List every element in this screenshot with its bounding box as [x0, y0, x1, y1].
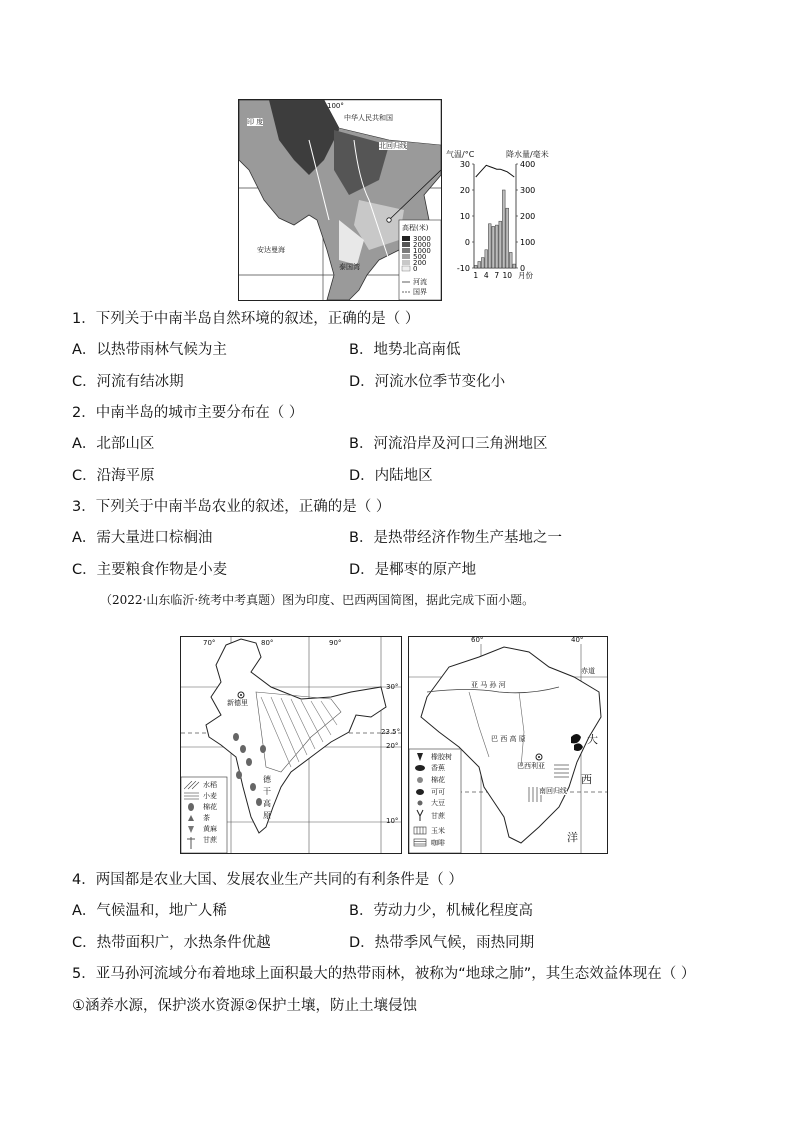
- question-4-option-b[interactable]: B．劳动力少，机械化程度高: [349, 903, 533, 919]
- lon-label: 100°: [327, 102, 344, 110]
- month-axis-label: 月份: [518, 271, 533, 280]
- lat-label: 20°: [386, 742, 399, 750]
- legend-item: 咖啡: [431, 839, 445, 847]
- tropic-label: 南回归线: [539, 787, 567, 795]
- legend-swatch: [402, 266, 410, 271]
- question-2-option-d[interactable]: D．内陆地区: [349, 468, 433, 484]
- climate-chart: [440, 148, 570, 298]
- cocoa-symbol: [416, 789, 424, 795]
- precip-bar: [506, 208, 509, 268]
- precip-bar: [485, 250, 488, 268]
- precip-bar: [513, 264, 516, 268]
- capital-marker-dot: [240, 694, 242, 696]
- month-tick-label: 10: [502, 271, 513, 280]
- section-intro: （2022·山东临沂·统考中考真题）图为印度、巴西两国简图，据此完成下面小题。: [100, 593, 535, 607]
- question-2-option-b[interactable]: B．河流沿岸及河口三角洲地区: [349, 436, 548, 452]
- question-3-option-b[interactable]: B．是热带经济作物生产基地之一: [349, 530, 562, 546]
- plateau-char: 原: [263, 811, 271, 820]
- legend-swatch: [402, 260, 410, 265]
- ocean-char: 西: [581, 773, 592, 786]
- temp-line: [476, 165, 515, 177]
- lat-label: 23.5°: [381, 728, 401, 736]
- precip-tick-label: 200: [520, 212, 536, 221]
- legend-border-label: 国界: [413, 288, 427, 296]
- precip-tick-label: 100: [520, 238, 536, 247]
- precip-bar: [509, 252, 512, 268]
- precip-bar: [478, 262, 481, 269]
- temp-tick-label: -10: [456, 264, 470, 273]
- legend-item: 小麦: [203, 792, 217, 800]
- precip-bar: [474, 265, 477, 268]
- precip-tick-label: 300: [520, 186, 536, 195]
- coffee-legend-symbol: [414, 839, 426, 846]
- legend-level: 200: [413, 259, 427, 267]
- cotton-symbol: [417, 777, 423, 783]
- rice-symbol: [184, 781, 199, 789]
- india-label: 印 度: [247, 118, 264, 126]
- legend-level: 2000: [413, 241, 431, 249]
- legend-level: 500: [413, 253, 427, 261]
- capital-label: 新德里: [227, 699, 248, 707]
- gulf-label: 泰国湾: [339, 263, 360, 271]
- legend-swatch: [402, 248, 410, 253]
- banana-symbol: [415, 765, 425, 771]
- legend-item: 玉米: [431, 827, 445, 835]
- temp-tick-label: 0: [464, 238, 470, 247]
- climate-chart-svg: [440, 148, 570, 298]
- precip-axis-label: 降水量/毫米: [506, 150, 549, 159]
- question-4-option-a[interactable]: A．气候温和，地广人稀: [72, 903, 227, 919]
- legend-level: 3000: [413, 235, 431, 243]
- location-marker: [387, 218, 391, 222]
- india-legend-symbols: [184, 781, 200, 851]
- river-label: 亚 马 孙 河: [471, 681, 506, 689]
- legend-swatch: [402, 254, 410, 259]
- precip-bar: [492, 226, 495, 268]
- india-map-svg: [181, 637, 401, 853]
- wheat-symbol: [184, 793, 199, 799]
- temp-tick-label: 30: [459, 160, 470, 169]
- tea-symbol: [188, 815, 194, 821]
- question-3-option-c[interactable]: C．主要粮食作物是小麦: [72, 562, 228, 578]
- question-1-option-b[interactable]: B．地势北高南低: [349, 342, 461, 358]
- temp-axis-label: 气温/°C: [446, 150, 475, 159]
- question-2-option-a[interactable]: A．北部山区: [72, 436, 155, 452]
- lon-label: 70°: [203, 639, 216, 647]
- brazil-map: [408, 636, 608, 854]
- question-5-statements: ①涵养水源，保护淡水资源②保护土壤，防止土壤侵蚀: [72, 998, 417, 1014]
- question-1-option-a[interactable]: A．以热带雨林气候为主: [72, 342, 227, 358]
- question-4-option-c[interactable]: C．热带面积广，水热条件优越: [72, 935, 271, 951]
- question-3-option-d[interactable]: D．是椰枣的原产地: [349, 562, 477, 578]
- ocean-char: 洋: [567, 831, 578, 844]
- question-4-option-d[interactable]: D．热带季风气候，雨热同期: [349, 935, 535, 951]
- capital-marker-dot: [538, 756, 540, 758]
- legend-swatch: [402, 236, 410, 241]
- plateau-label: 巴 西 高 原: [491, 735, 526, 743]
- precip-bar: [488, 224, 491, 268]
- question-3-option-a[interactable]: A．需大量进口棕榈油: [72, 530, 213, 546]
- legend-item: 茶: [203, 814, 210, 822]
- legend-item: 棉花: [203, 803, 217, 811]
- plateau-char: 干: [263, 787, 271, 796]
- legend-level: 1000: [413, 247, 431, 255]
- lon-label: 60°: [471, 636, 484, 644]
- india-outline: [206, 639, 386, 833]
- brazil-map-svg: [409, 637, 607, 853]
- legend-item: 大豆: [431, 799, 445, 807]
- lon-label: 90°: [329, 639, 342, 647]
- soybean-symbol: [418, 801, 423, 806]
- question-5-stem: 5．亚马孙河流域分布着地球上面积最大的热带雨林，被称为“地球之肺”，其生态效益体现在（ ）: [72, 966, 696, 982]
- month-tick-label: 1: [473, 271, 479, 280]
- legend-item: 香蕉: [431, 764, 445, 772]
- lat-label: 10°: [386, 817, 399, 825]
- question-1-option-d[interactable]: D．河流水位季节变化小: [349, 374, 506, 390]
- legend-item: 橡胶树: [431, 753, 452, 761]
- indochina-map: [238, 99, 442, 301]
- capital-label: 巴西利亚: [517, 762, 545, 770]
- precip-bar: [481, 258, 484, 268]
- equator-label: 赤道: [581, 667, 595, 675]
- precip-bar: [495, 225, 498, 268]
- precip-tick-label: 400: [520, 160, 536, 169]
- tropic-label: 北回归线: [379, 142, 407, 150]
- plateau-char: 德: [263, 775, 271, 784]
- corn-legend-symbol: [414, 827, 426, 834]
- temp-tick-label: 20: [459, 186, 470, 195]
- legend-river-label: 河流: [413, 278, 427, 286]
- question-1-option-c[interactable]: C．河流有结冰期: [72, 374, 184, 390]
- legend-level: 0: [413, 265, 418, 273]
- question-1-stem: 1．下列关于中南半岛自然环境的叙述，正确的是（ ）: [72, 311, 420, 327]
- legend-item: 黄麻: [203, 825, 217, 833]
- jute-symbol: [188, 826, 194, 833]
- sugarcane-symbol: [187, 837, 195, 849]
- precip-bar: [502, 190, 505, 268]
- precip-bar: [499, 221, 502, 268]
- question-4-stem: 4．两国都是农业大国、发展农业生产共同的有利条件是（ ）: [72, 872, 463, 888]
- legend-item: 可可: [431, 788, 445, 796]
- precip-tick-label: 0: [520, 264, 526, 273]
- ocean-char: 大: [587, 733, 598, 746]
- temp-tick-label: 10: [459, 212, 470, 221]
- legend-item: 水稻: [203, 781, 217, 789]
- question-2-stem: 2．中南半岛的城市主要分布在（ ）: [72, 405, 304, 421]
- lat-label: 30°: [386, 683, 399, 691]
- legend-swatch: [402, 242, 410, 247]
- lon-label: 40°: [571, 636, 584, 644]
- plateau-char: 高: [263, 799, 271, 808]
- question-2-option-c[interactable]: C．沿海平原: [72, 468, 155, 484]
- question-3-stem: 3．下列关于中南半岛农业的叙述，正确的是（ ）: [72, 499, 391, 515]
- lon-label: 80°: [261, 639, 274, 647]
- india-map: [180, 636, 402, 854]
- legend-item: 棉花: [431, 776, 445, 784]
- cotton-symbol: [188, 803, 194, 811]
- month-tick-label: 7: [494, 271, 500, 280]
- month-tick-label: 4: [483, 271, 489, 280]
- legend-item: 甘蔗: [203, 836, 217, 844]
- legend-item: 甘蔗: [431, 812, 445, 820]
- legend-title: 高程(米): [402, 224, 429, 232]
- country-label: 中华人民共和国: [344, 114, 393, 122]
- sea-label: 安达曼海: [257, 246, 285, 254]
